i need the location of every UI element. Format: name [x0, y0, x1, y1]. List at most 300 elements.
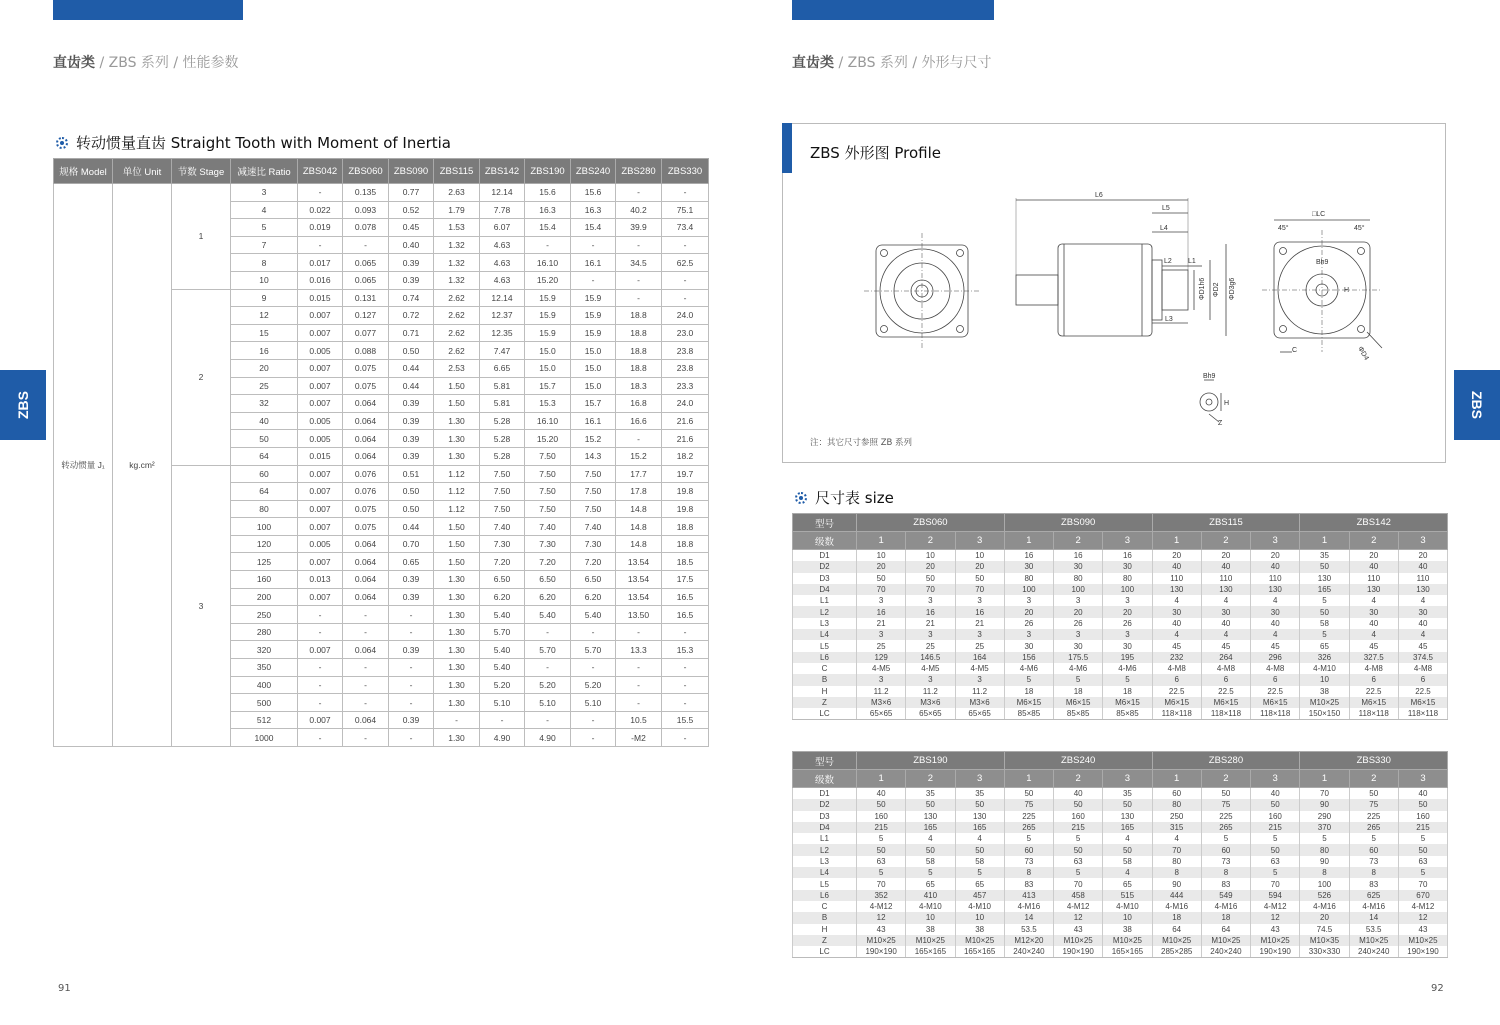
- dimension-value: 50: [1398, 844, 1447, 855]
- value-cell: 4.63: [480, 271, 525, 289]
- dimension-label: L2: [793, 844, 857, 855]
- dimension-value: M10×25: [1251, 935, 1300, 946]
- value-cell: 75.1: [662, 201, 709, 219]
- dimension-value: M6×15: [1054, 697, 1103, 708]
- value-cell: 0.075: [343, 500, 389, 518]
- value-cell: -: [662, 289, 709, 307]
- dimension-label: LC: [793, 708, 857, 720]
- value-cell: 7.50: [525, 447, 571, 465]
- size-table-1: [792, 513, 1448, 720]
- dimension-value: 40: [1201, 561, 1250, 572]
- value-cell: 0.74: [389, 289, 434, 307]
- dimension-value: 5: [1054, 674, 1103, 685]
- ratio-cell: 40: [231, 412, 298, 430]
- value-cell: 0.075: [343, 359, 389, 377]
- dimension-label: H: [793, 686, 857, 697]
- dimension-value: 8: [1152, 867, 1201, 878]
- dimension-value: 80: [1054, 573, 1103, 584]
- stage-label: 级数: [793, 532, 857, 550]
- ratio-cell: 280: [231, 623, 298, 641]
- value-cell: 15.0: [525, 342, 571, 360]
- value-cell: 24.0: [662, 395, 709, 413]
- dimension-value: 70: [1152, 844, 1201, 855]
- value-cell: 0.007: [298, 465, 343, 483]
- dimension-value: 4-M5: [857, 663, 906, 674]
- dimension-value: 6: [1201, 674, 1250, 685]
- value-cell: -: [389, 623, 434, 641]
- dimension-value: 12: [857, 912, 906, 923]
- dimension-value: 16: [1054, 550, 1103, 562]
- dim-label-h: H: [1344, 287, 1350, 294]
- value-cell: -: [662, 236, 709, 254]
- dimension-value: 146.5: [906, 652, 955, 663]
- value-cell: 1.50: [434, 395, 480, 413]
- dimension-value: 50: [1300, 606, 1349, 617]
- value-cell: 0.52: [389, 201, 434, 219]
- value-cell: 17.8: [616, 483, 662, 501]
- value-cell: 5.81: [480, 377, 525, 395]
- value-cell: 1.30: [434, 430, 480, 448]
- table-row: [793, 663, 1448, 674]
- dimension-value: 118×118: [1398, 708, 1447, 720]
- dimension-value: 225: [1004, 811, 1053, 822]
- value-cell: 7.47: [480, 342, 525, 360]
- dim-label-bh9: Bh9: [1316, 259, 1329, 266]
- breadcrumb-category: 直齿类: [53, 55, 95, 71]
- dimension-label: L5: [793, 878, 857, 889]
- dimension-value: 370: [1300, 822, 1349, 833]
- value-cell: 5.28: [480, 430, 525, 448]
- table-row: [793, 788, 1448, 800]
- value-cell: 5.20: [525, 676, 571, 694]
- dimension-label: L6: [793, 652, 857, 663]
- side-tab-label: ZBS: [15, 391, 31, 419]
- value-cell: 1.30: [434, 676, 480, 694]
- dimension-value: M3×6: [955, 697, 1004, 708]
- stage-header: 1: [857, 770, 906, 788]
- stage-header: 3: [955, 532, 1004, 550]
- value-cell: 1.50: [434, 535, 480, 553]
- dimension-value: 326: [1300, 652, 1349, 663]
- dimension-value: 40: [1054, 788, 1103, 800]
- dimension-value: 175.5: [1054, 652, 1103, 663]
- dimension-value: 190×190: [857, 946, 906, 958]
- profile-note: 注：其它尺寸参照 ZB 系列: [810, 438, 913, 448]
- dimension-value: 4: [1251, 595, 1300, 606]
- value-cell: 0.064: [343, 588, 389, 606]
- dimension-value: 6: [1398, 674, 1447, 685]
- value-cell: 14.3: [571, 447, 616, 465]
- dimension-value: 225: [1349, 811, 1398, 822]
- dimension-value: 22.5: [1251, 686, 1300, 697]
- value-cell: 16.8: [616, 395, 662, 413]
- value-cell: -: [434, 711, 480, 729]
- dimension-value: 165×165: [1103, 946, 1152, 958]
- dimension-value: 50: [906, 844, 955, 855]
- dimension-value: 21: [955, 618, 1004, 629]
- dimension-value: 3: [857, 629, 906, 640]
- dimension-value: 3: [1054, 629, 1103, 640]
- profile-title: ZBS 外形图 Profile: [810, 144, 942, 162]
- dimension-value: 38: [906, 924, 955, 935]
- value-cell: -: [662, 271, 709, 289]
- value-cell: 7.50: [480, 465, 525, 483]
- dimension-value: 100: [1054, 584, 1103, 595]
- value-cell: 0.017: [298, 254, 343, 272]
- value-cell: -: [571, 236, 616, 254]
- value-cell: 1.30: [434, 729, 480, 747]
- dimension-value: 3: [857, 595, 906, 606]
- value-cell: 0.39: [389, 588, 434, 606]
- table-row: [793, 822, 1448, 833]
- table-header-row: [54, 159, 709, 184]
- value-cell: 16.3: [525, 201, 571, 219]
- key-detail-drawing: [1200, 380, 1221, 422]
- dimension-value: 4: [1152, 629, 1201, 640]
- dimension-value: 130: [1300, 573, 1349, 584]
- dimension-value: 20: [1152, 550, 1201, 562]
- table-row: [793, 652, 1448, 663]
- value-cell: 1.32: [434, 236, 480, 254]
- dimension-value: 458: [1054, 890, 1103, 901]
- value-cell: 0.007: [298, 483, 343, 501]
- value-cell: 1.50: [434, 518, 480, 536]
- value-cell: 18.8: [616, 342, 662, 360]
- value-cell: 18.3: [616, 377, 662, 395]
- value-cell: 6.50: [525, 571, 571, 589]
- value-cell: 34.5: [616, 254, 662, 272]
- dimension-value: 80: [1300, 844, 1349, 855]
- dimension-value: 65×65: [955, 708, 1004, 720]
- value-cell: 14.8: [616, 500, 662, 518]
- dimension-value: 4-M10: [1103, 901, 1152, 912]
- stage-header: 3: [955, 770, 1004, 788]
- value-cell: 5.28: [480, 447, 525, 465]
- dimension-value: 25: [955, 640, 1004, 651]
- value-cell: 7.30: [480, 535, 525, 553]
- ratio-cell: 20: [231, 359, 298, 377]
- dimension-value: 45: [1152, 640, 1201, 651]
- value-cell: 15.9: [525, 307, 571, 325]
- dimension-value: 290: [1300, 811, 1349, 822]
- dimension-value: 165: [955, 822, 1004, 833]
- dimension-value: 50: [1054, 844, 1103, 855]
- dimension-value: 30: [1103, 561, 1152, 572]
- value-cell: 15.9: [571, 307, 616, 325]
- ratio-cell: 5: [231, 219, 298, 237]
- dimension-value: 190×190: [1054, 946, 1103, 958]
- value-cell: 13.50: [616, 606, 662, 624]
- dimension-value: 625: [1349, 890, 1398, 901]
- dimension-value: 20: [955, 561, 1004, 572]
- dimension-value: 80: [1103, 573, 1152, 584]
- value-cell: 13.54: [616, 553, 662, 571]
- value-cell: 0.131: [343, 289, 389, 307]
- dimension-value: 549: [1201, 890, 1250, 901]
- dimension-value: 60: [1152, 788, 1201, 800]
- stage-header: 1: [1004, 532, 1053, 550]
- breadcrumb-separator: /: [95, 55, 109, 71]
- value-cell: -: [525, 623, 571, 641]
- value-cell: -: [616, 430, 662, 448]
- dimension-label: L3: [793, 856, 857, 867]
- dimension-value: 11.2: [906, 686, 955, 697]
- value-cell: 0.70: [389, 535, 434, 553]
- dimension-value: 515: [1103, 890, 1152, 901]
- dimension-value: 26: [1004, 618, 1053, 629]
- dimension-value: M10×25: [1054, 935, 1103, 946]
- value-cell: 0.013: [298, 571, 343, 589]
- value-cell: 0.015: [298, 289, 343, 307]
- dimension-value: 40: [1349, 618, 1398, 629]
- dimension-value: M10×25: [906, 935, 955, 946]
- unit-cell: kg.cm²: [113, 184, 172, 747]
- stage-header-row: [793, 770, 1448, 788]
- value-cell: 0.44: [389, 518, 434, 536]
- value-cell: 0.064: [343, 711, 389, 729]
- value-cell: 0.007: [298, 553, 343, 571]
- dimension-value: 11.2: [955, 686, 1004, 697]
- value-cell: 13.54: [616, 571, 662, 589]
- dimension-value: 63: [1398, 856, 1447, 867]
- table-row: [793, 595, 1448, 606]
- value-cell: 18.8: [616, 307, 662, 325]
- dimension-value: M10×25: [1103, 935, 1152, 946]
- dimension-value: 4-M10: [1300, 663, 1349, 674]
- value-cell: 1.53: [434, 219, 480, 237]
- value-cell: 12.14: [480, 184, 525, 202]
- value-cell: 0.065: [343, 254, 389, 272]
- dim-label-angle-2: 45°: [1354, 225, 1365, 232]
- dimension-value: 100: [1103, 584, 1152, 595]
- dimension-value: 63: [857, 856, 906, 867]
- table-row: [793, 640, 1448, 651]
- dimension-value: 4: [955, 833, 1004, 844]
- ratio-cell: 200: [231, 588, 298, 606]
- value-cell: 19.8: [662, 500, 709, 518]
- dimension-value: 4-M16: [1300, 901, 1349, 912]
- dimension-value: 18: [1054, 686, 1103, 697]
- breadcrumb-rest: ZBS 系列 / 性能参数: [108, 55, 239, 71]
- column-header: 节数 Stage: [172, 159, 231, 184]
- value-cell: 0.39: [389, 412, 434, 430]
- value-cell: -: [480, 711, 525, 729]
- value-cell: 21.6: [662, 430, 709, 448]
- column-header: ZBS280: [616, 159, 662, 184]
- ratio-cell: 160: [231, 571, 298, 589]
- dimension-value: 110: [1398, 573, 1447, 584]
- value-cell: 15.3: [662, 641, 709, 659]
- model-header: ZBS190: [857, 752, 1005, 770]
- dimension-value: 50: [857, 844, 906, 855]
- value-cell: 16.1: [571, 254, 616, 272]
- value-cell: 5.10: [525, 694, 571, 712]
- value-cell: 2.62: [434, 324, 480, 342]
- dimension-value: 22.5: [1201, 686, 1250, 697]
- dimension-value: 45: [1251, 640, 1300, 651]
- ratio-cell: 8: [231, 254, 298, 272]
- dimension-value: 5: [1004, 833, 1053, 844]
- table-row: [793, 606, 1448, 617]
- value-cell: 1.12: [434, 500, 480, 518]
- dimension-value: 150×150: [1300, 708, 1349, 720]
- ratio-cell: 16: [231, 342, 298, 360]
- ratio-cell: 320: [231, 641, 298, 659]
- dimension-value: 4: [1398, 629, 1447, 640]
- value-cell: -: [298, 694, 343, 712]
- dimension-value: 130: [1201, 584, 1250, 595]
- table-row: [793, 833, 1448, 844]
- dimension-value: 4-M12: [1054, 901, 1103, 912]
- value-cell: 0.39: [389, 641, 434, 659]
- dimension-value: 3: [1004, 629, 1053, 640]
- dimension-value: 4-M10: [955, 901, 1004, 912]
- value-cell: 17.7: [616, 465, 662, 483]
- dimension-value: 4-M8: [1152, 663, 1201, 674]
- value-cell: 4.63: [480, 236, 525, 254]
- ratio-cell: 7: [231, 236, 298, 254]
- value-cell: 15.0: [571, 342, 616, 360]
- dimension-value: 3: [1103, 595, 1152, 606]
- ratio-cell: 80: [231, 500, 298, 518]
- dimension-value: 40: [1251, 788, 1300, 800]
- dimension-label: C: [793, 663, 857, 674]
- value-cell: 0.39: [389, 395, 434, 413]
- dimension-value: 75: [1004, 799, 1053, 810]
- dimension-value: 80: [1004, 573, 1053, 584]
- table-row: [793, 935, 1448, 946]
- dimension-label: B: [793, 912, 857, 923]
- ratio-cell: 120: [231, 535, 298, 553]
- value-cell: 7.50: [480, 483, 525, 501]
- dimension-value: 80: [1152, 856, 1201, 867]
- side-view-drawing: [1016, 198, 1226, 336]
- value-cell: 0.022: [298, 201, 343, 219]
- value-cell: -: [616, 271, 662, 289]
- dimension-value: 30: [1349, 606, 1398, 617]
- value-cell: 1.32: [434, 254, 480, 272]
- dimension-value: 225: [1201, 811, 1250, 822]
- dimension-value: 110: [1251, 573, 1300, 584]
- value-cell: -: [389, 659, 434, 677]
- ratio-cell: 10: [231, 271, 298, 289]
- stage-header: 3: [1251, 532, 1300, 550]
- dimension-value: 58: [1300, 618, 1349, 629]
- inertia-table: [53, 158, 709, 747]
- value-cell: 0.064: [343, 412, 389, 430]
- value-cell: 16.10: [525, 412, 571, 430]
- value-cell: 0.088: [343, 342, 389, 360]
- dimension-value: 8: [1300, 867, 1349, 878]
- stage-cell: 2: [172, 289, 231, 465]
- stage-header: 2: [906, 532, 955, 550]
- ratio-cell: 60: [231, 465, 298, 483]
- dimension-value: 50: [906, 573, 955, 584]
- value-cell: 0.077: [343, 324, 389, 342]
- dimension-value: 20: [1398, 550, 1447, 562]
- dimension-value: 232: [1152, 652, 1201, 663]
- value-cell: 0.064: [343, 571, 389, 589]
- dimension-value: 65×65: [857, 708, 906, 720]
- value-cell: -: [525, 711, 571, 729]
- value-cell: 18.8: [662, 535, 709, 553]
- dimension-value: 3: [906, 674, 955, 685]
- dimension-value: 190×190: [1398, 946, 1447, 958]
- value-cell: -: [616, 659, 662, 677]
- value-cell: 2.63: [434, 184, 480, 202]
- value-cell: 1.30: [434, 606, 480, 624]
- dimension-value: 26: [1054, 618, 1103, 629]
- dimension-value: 50: [1349, 788, 1398, 800]
- value-cell: 0.064: [343, 430, 389, 448]
- dim-label-d2: ΦD2: [1213, 282, 1220, 297]
- dimension-value: 5: [857, 833, 906, 844]
- dimension-value: 58: [906, 856, 955, 867]
- value-cell: 6.50: [571, 571, 616, 589]
- side-tab-label: ZBS: [1469, 391, 1485, 419]
- dimension-value: 50: [1251, 844, 1300, 855]
- dimension-value: 265: [1349, 822, 1398, 833]
- dimension-value: 5: [1300, 833, 1349, 844]
- dimension-value: 20: [1103, 606, 1152, 617]
- value-cell: 1.12: [434, 483, 480, 501]
- value-cell: 0.135: [343, 184, 389, 202]
- value-cell: 7.20: [571, 553, 616, 571]
- dimension-value: 130: [1152, 584, 1201, 595]
- value-cell: 0.005: [298, 430, 343, 448]
- value-cell: 7.50: [480, 500, 525, 518]
- dim-label-l4: L4: [1160, 225, 1168, 232]
- value-cell: 40.2: [616, 201, 662, 219]
- dimension-value: M10×25: [1201, 935, 1250, 946]
- value-cell: 13.54: [616, 588, 662, 606]
- value-cell: 0.007: [298, 641, 343, 659]
- value-cell: -: [662, 623, 709, 641]
- dimension-value: 110: [1152, 573, 1201, 584]
- dimension-value: 35: [955, 788, 1004, 800]
- dimension-value: 3: [906, 595, 955, 606]
- profile-drawing: [792, 180, 1442, 430]
- model-header: ZBS090: [1004, 514, 1152, 532]
- dimension-value: 160: [857, 811, 906, 822]
- value-cell: 6.20: [480, 588, 525, 606]
- dimension-value: 352: [857, 890, 906, 901]
- gear-icon: [56, 137, 68, 149]
- dimension-value: 70: [1398, 878, 1447, 889]
- value-cell: -: [571, 729, 616, 747]
- dimension-value: 100: [1004, 584, 1053, 595]
- value-cell: 7.50: [525, 483, 571, 501]
- dimension-value: 22.5: [1398, 686, 1447, 697]
- dimension-value: 40: [857, 788, 906, 800]
- dimension-value: 90: [1152, 878, 1201, 889]
- model-header: ZBS280: [1152, 752, 1300, 770]
- dimension-value: 18: [1103, 686, 1152, 697]
- dimension-value: 25: [857, 640, 906, 651]
- dimension-value: 35: [1300, 550, 1349, 562]
- dimension-value: 65×65: [906, 708, 955, 720]
- value-cell: 0.093: [343, 201, 389, 219]
- dimension-value: 40: [1251, 561, 1300, 572]
- flange-view-drawing: [1262, 220, 1382, 352]
- value-cell: 0.065: [343, 271, 389, 289]
- dimension-value: 50: [857, 799, 906, 810]
- dimension-value: 215: [1251, 822, 1300, 833]
- value-cell: 39.9: [616, 219, 662, 237]
- value-cell: 7.30: [525, 535, 571, 553]
- dimension-value: 16: [906, 606, 955, 617]
- dimension-value: 264: [1201, 652, 1250, 663]
